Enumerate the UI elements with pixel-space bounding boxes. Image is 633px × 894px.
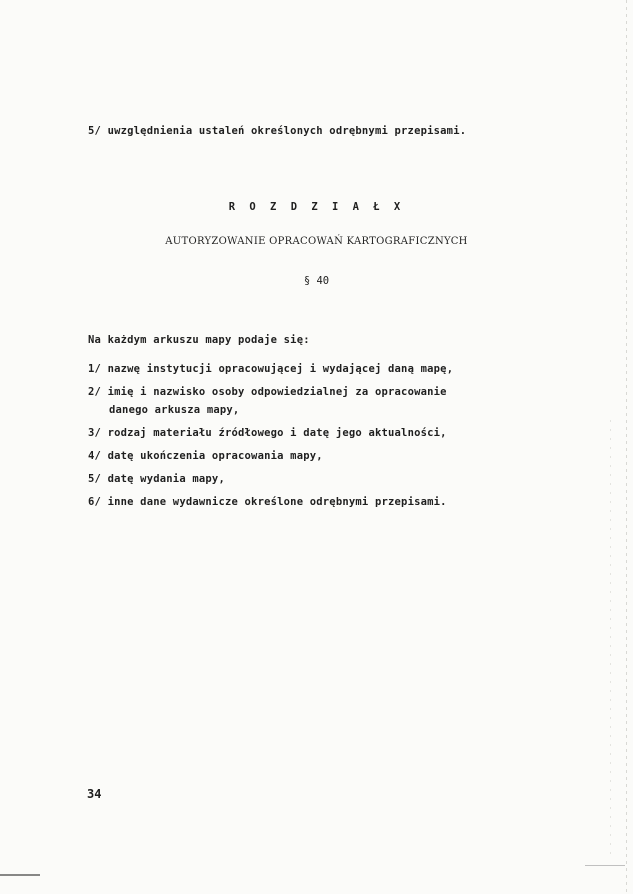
item-number: 3/ bbox=[88, 427, 102, 439]
list-item bbox=[88, 427, 447, 439]
item-text: datę wydania mapy, bbox=[107, 473, 225, 485]
item-text: nazwę instytucji opracowującej i wydającej daną mapę, bbox=[107, 363, 454, 375]
intro-line: Na każdym arkuszu mapy podaje się: bbox=[88, 334, 310, 346]
list-item bbox=[88, 496, 447, 508]
item-number: 1/ bbox=[88, 363, 102, 375]
list-item bbox=[88, 363, 453, 375]
scan-edge-mark bbox=[0, 874, 40, 876]
item-text: datę ukończenia opracowania mapy, bbox=[107, 450, 323, 462]
scan-edge-line bbox=[626, 0, 627, 894]
page-number: 34 bbox=[87, 787, 102, 801]
scan-edge-line bbox=[610, 420, 611, 860]
item-text: inne dane wydawnicze określone odrębnymi przepisami. bbox=[107, 496, 447, 508]
list-item bbox=[88, 450, 323, 462]
scan-edge-mark bbox=[585, 865, 625, 866]
item-number: 6/ bbox=[88, 496, 102, 508]
item-number: 2/ bbox=[88, 386, 102, 398]
continuation-line: 5/ uwzględnienia ustaleń określonych odrębnymi przepisami. bbox=[88, 125, 467, 137]
item-text: imię i nazwisko osoby odpowiedzialnej za opracowanie bbox=[107, 386, 447, 398]
item-number: 5/ bbox=[88, 473, 102, 485]
item-number: 4/ bbox=[88, 450, 102, 462]
list-item bbox=[88, 473, 225, 485]
chapter-title: R O Z D Z I A Ł X bbox=[228, 201, 405, 213]
section-number: § 40 bbox=[303, 275, 330, 287]
list-item bbox=[88, 386, 447, 398]
chapter-subtitle: AUTORYZOWANIE OPRACOWAŃ KARTOGRAFICZNYCH bbox=[165, 236, 468, 247]
item-text: rodzaj materiału źródłowego i datę jego aktualności, bbox=[107, 427, 447, 439]
list-item-continuation: danego arkusza mapy, bbox=[109, 404, 240, 416]
